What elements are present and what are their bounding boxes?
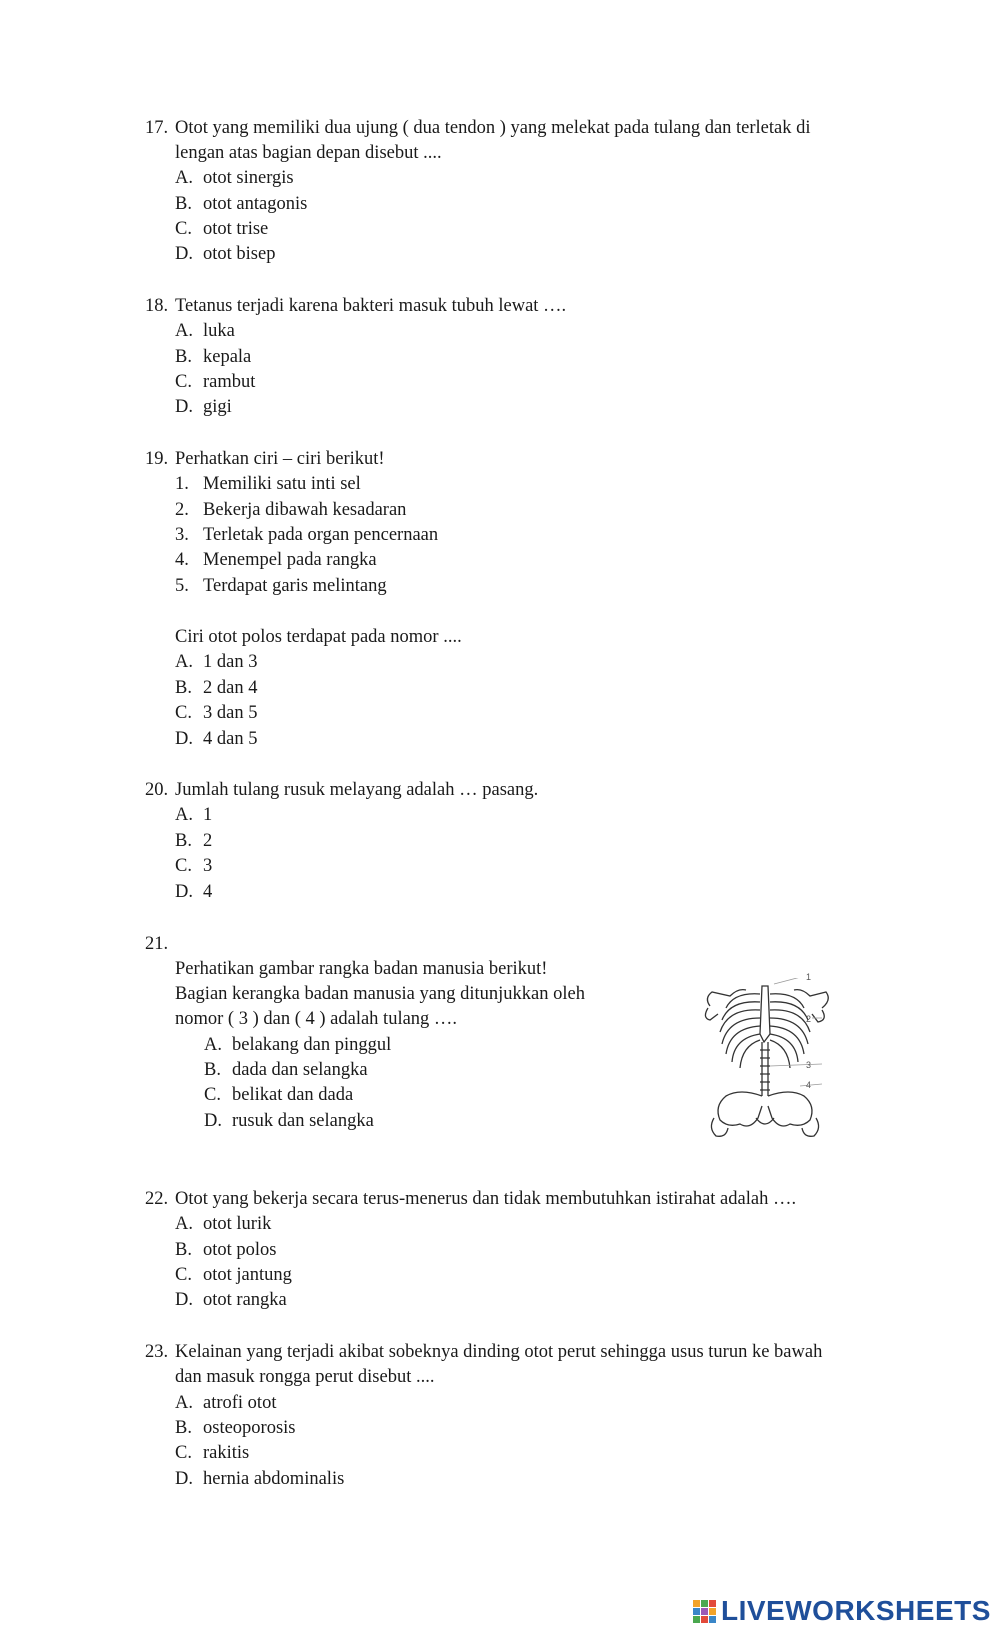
answer-option-b[interactable]: B. otot polos — [175, 1240, 277, 1260]
question-text: Tetanus terjadi karena bakteri masuk tubuh lewat …. — [175, 296, 567, 316]
answer-option-b[interactable]: B. dada dan selangka — [204, 1060, 368, 1080]
answer-option-a[interactable]: A. otot lurik — [175, 1214, 272, 1234]
answer-option-d[interactable]: D. otot bisep — [175, 244, 276, 264]
answer-option-a[interactable]: A. 1 — [175, 805, 213, 825]
answer-option-d[interactable]: D. rusuk dan selangka — [204, 1111, 374, 1131]
answer-option-a[interactable]: A. belakang dan pinggul — [204, 1035, 392, 1055]
answer-option-c[interactable]: C. 3 — [175, 856, 213, 876]
answer-option-a[interactable]: A. atrofi otot — [175, 1393, 277, 1413]
question-text: Bagian kerangka badan manusia yang ditunjukkan oleh — [175, 984, 585, 1004]
question-text: Kelainan yang terjadi akibat sobeknya dinding otot perut sehingga usus turun ke bawah — [175, 1342, 823, 1362]
question-text: Perhatikan gambar rangka badan manusia berikut! — [175, 959, 548, 979]
answer-option-b[interactable]: B. otot antagonis — [175, 194, 308, 214]
answer-option-a[interactable]: A. 1 dan 3 — [175, 652, 258, 672]
answer-option-d[interactable]: D. gigi — [175, 397, 232, 417]
liveworksheets-logo-icon — [693, 1598, 717, 1624]
figure-label-1: 1 — [806, 972, 812, 982]
answer-option-c[interactable]: C. rambut — [175, 372, 256, 392]
feature-item: 3. Terletak pada organ pencernaan — [175, 525, 439, 545]
feature-item: 5. Terdapat garis melintang — [175, 576, 387, 596]
question-text: dan masuk rongga perut disebut .... — [175, 1367, 435, 1387]
question-text: Jumlah tulang rusuk melayang adalah … pasang. — [175, 780, 539, 800]
answer-option-a[interactable]: A. luka — [175, 321, 235, 341]
answer-option-c[interactable]: C. otot jantung — [175, 1265, 292, 1285]
answer-option-c[interactable]: C. otot trise — [175, 219, 269, 239]
question-number: 20. — [145, 780, 169, 800]
answer-option-d[interactable]: D. 4 dan 5 — [175, 729, 258, 749]
question-text: nomor ( 3 ) dan ( 4 ) adalah tulang …. — [175, 1009, 458, 1029]
question-number: 23. — [145, 1342, 169, 1362]
question-number: 21. — [145, 934, 169, 954]
question-text: Otot yang bekerja secara terus-menerus dan tidak membutuhkan istirahat adalah …. — [175, 1189, 797, 1209]
figure-label-4: 4 — [806, 1080, 812, 1090]
answer-option-b[interactable]: B. kepala — [175, 347, 252, 367]
brand-name: LIVEWORKSHEETS — [721, 1595, 991, 1626]
question-text: Perhatkan ciri – ciri berikut! — [175, 449, 385, 469]
feature-item: 2. Bekerja dibawah kesadaran — [175, 500, 407, 520]
question-prompt: Ciri otot polos terdapat pada nomor .... — [175, 627, 462, 647]
question-number: 22. — [145, 1189, 169, 1209]
answer-option-c[interactable]: C. rakitis — [175, 1443, 250, 1463]
answer-option-b[interactable]: B. osteoporosis — [175, 1418, 296, 1438]
answer-option-b[interactable]: B. 2 — [175, 831, 213, 851]
skeleton-torso-figure — [700, 978, 830, 1140]
question-number: 17. — [145, 118, 169, 138]
question-text: Otot yang memiliki dua ujung ( dua tendon ) yang melekat pada tulang dan terletak di — [175, 118, 811, 138]
feature-item: 4. Menempel pada rangka — [175, 550, 377, 570]
figure-label-2: 2 — [806, 1014, 812, 1024]
answer-option-c[interactable]: C. belikat dan dada — [204, 1085, 354, 1105]
answer-option-d[interactable]: D. hernia abdominalis — [175, 1469, 345, 1489]
question-number: 19. — [145, 449, 169, 469]
answer-option-a[interactable]: A. otot sinergis — [175, 168, 294, 188]
question-number: 18. — [145, 296, 169, 316]
answer-option-d[interactable]: D. 4 — [175, 882, 213, 902]
figure-label-3: 3 — [806, 1060, 812, 1070]
answer-option-c[interactable]: C. 3 dan 5 — [175, 703, 258, 723]
answer-option-b[interactable]: B. 2 dan 4 — [175, 678, 258, 698]
feature-item: 1. Memiliki satu inti sel — [175, 474, 361, 494]
answer-option-d[interactable]: D. otot rangka — [175, 1290, 287, 1310]
liveworksheets-logo — [693, 1594, 991, 1628]
question-text: lengan atas bagian depan disebut .... — [175, 143, 442, 163]
